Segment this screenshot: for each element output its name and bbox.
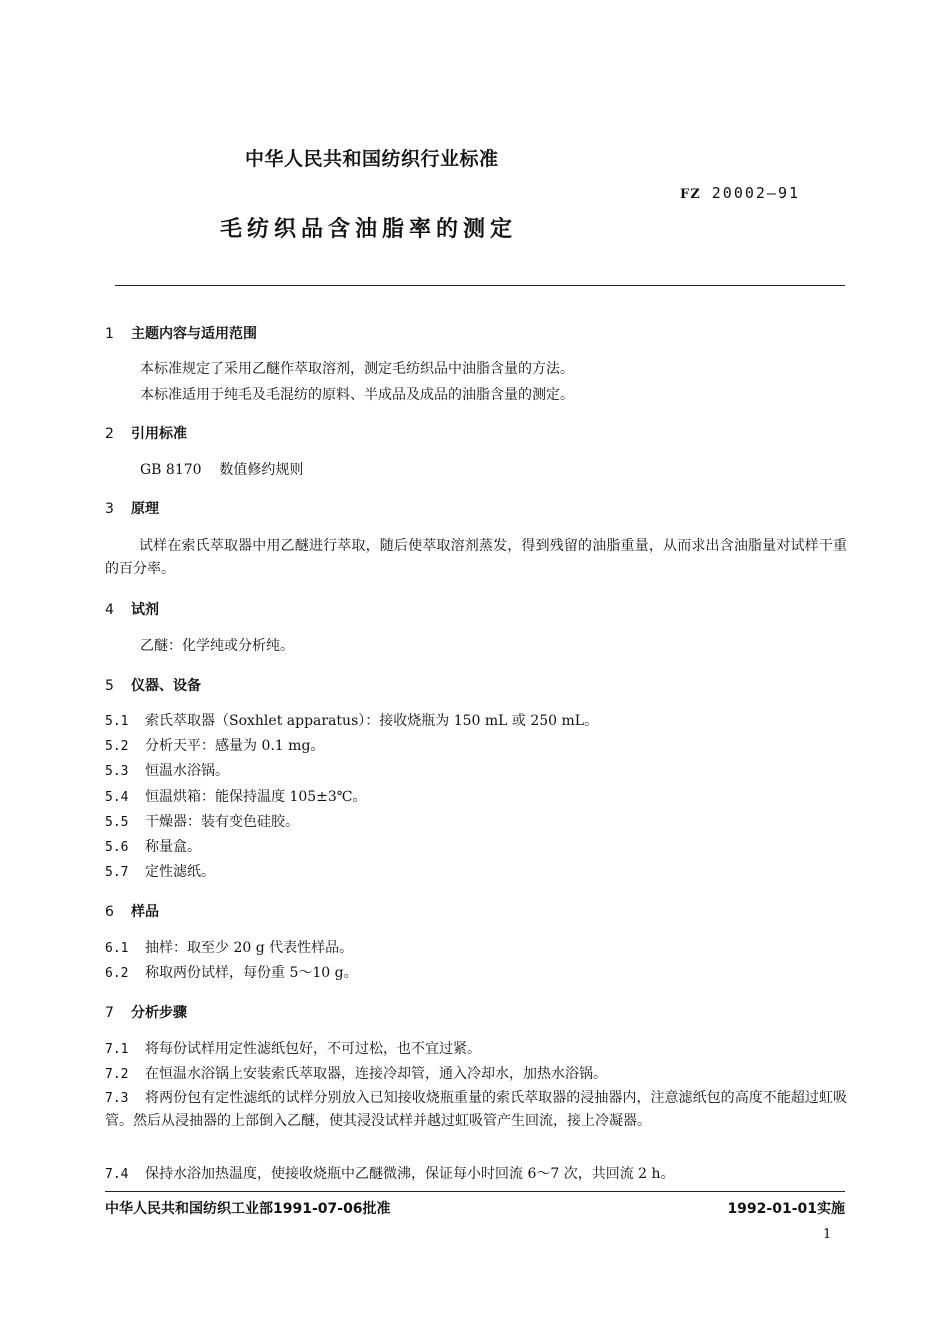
section-3-heading: [105, 498, 159, 518]
clause-number: 5.4: [105, 790, 129, 805]
clause-number: 7.2: [105, 1067, 129, 1082]
page-number: 1: [823, 1227, 832, 1242]
clause-text: 将每份试样用定性滤纸包好，不可过松，也不宜过紧。: [145, 1041, 481, 1057]
section-1-paragraph-1: 本标准规定了采用乙醚作萃取溶剂，测定毛纺织品中油脂含量的方法。: [140, 361, 574, 377]
clause-5-5: [105, 811, 299, 831]
section-2-heading: [105, 423, 187, 443]
section-number: 7: [105, 1005, 114, 1021]
approval-statement: 中华人民共和国纺织工业部1991-07-06批准: [105, 1201, 391, 1217]
implementation-date: 1992-01-01实施: [727, 1201, 845, 1217]
normative-reference: GB 8170 数值修约规则: [140, 462, 304, 478]
clause-text: 保持水浴加热温度，使接收烧瓶中乙醚微沸，保证每小时回流 6～7 次，共回流 2 h。: [145, 1166, 675, 1182]
clause-number: 7.3: [105, 1091, 129, 1106]
section-number: 1: [105, 326, 114, 342]
clause-number: 5.6: [105, 840, 129, 855]
header-divider: [115, 285, 845, 286]
clause-text: 干燥器：装有变色硅胶。: [145, 814, 299, 830]
clause-text: 索氏萃取器（Soxhlet apparatus）：接收烧瓶为 150 mL 或 250 mL。: [145, 713, 599, 729]
clause-number: 5.7: [105, 865, 129, 880]
clause-number: 5.1: [105, 714, 129, 729]
section-number: 4: [105, 602, 114, 618]
clause-number: 7.1: [105, 1042, 129, 1057]
clause-6-2: [105, 962, 358, 982]
section-title: 原理: [131, 501, 159, 517]
clause-number: 5.3: [105, 764, 129, 779]
clause-7-3: [105, 1087, 847, 1133]
issuing-organization: 中华人民共和国纺织行业标准: [245, 148, 499, 170]
section-number: 5: [105, 678, 114, 694]
standard-prefix: FZ: [680, 187, 701, 202]
standard-code: [680, 184, 800, 202]
clause-text: 恒温烘箱：能保持温度 105±3℃。: [145, 789, 367, 805]
section-number: 6: [105, 904, 114, 920]
clause-7-4: [105, 1163, 675, 1183]
clause-5-3: [105, 760, 229, 780]
clause-number: 7.4: [105, 1167, 129, 1182]
clause-number: 6.2: [105, 966, 129, 981]
clause-5-2: [105, 735, 324, 755]
section-4-heading: [105, 599, 159, 619]
section-5-heading: [105, 675, 201, 695]
section-number: 3: [105, 501, 114, 517]
clause-5-4: [105, 786, 366, 806]
clause-number: 5.2: [105, 739, 129, 754]
clause-text: 称取两份试样，每份重 5～10 g。: [145, 965, 358, 981]
clause-text: 恒温水浴锅。: [145, 763, 229, 779]
clause-text: 抽样：取至少 20 g 代表性样品。: [145, 940, 354, 956]
section-1-paragraph-2: 本标准适用于纯毛及毛混纺的原料、半成品及成品的油脂含量的测定。: [140, 387, 574, 403]
section-3-body: 试样在索氏萃取器中用乙醚进行萃取，随后使萃取溶剂蒸发，得到残留的油脂重量，从而求出含油脂量对试样干重的百分率。: [105, 538, 847, 577]
clause-7-2: [105, 1063, 607, 1083]
section-4-body: 乙醚：化学纯或分析纯。: [140, 638, 294, 654]
clause-6-1: [105, 937, 353, 957]
clause-number: 6.1: [105, 941, 129, 956]
section-title: 主题内容与适用范围: [131, 326, 257, 342]
standard-number: 20002—91: [711, 184, 801, 202]
clause-7-1: [105, 1038, 481, 1058]
document-title: 毛纺织品含油脂率的测定: [220, 217, 518, 242]
clause-text: 将两份包有定性滤纸的试样分别放入已知接收烧瓶重量的索氏萃取器的浸抽器内，注意滤纸包的高度不能超过虹吸管。然后从浸抽器的上部倒入乙醚，使其浸没试样并越过虹吸管产生回流，接上冷凝器。: [105, 1090, 847, 1129]
clause-text: 在恒温水浴锅上安装索氏萃取器，连接冷却管，通入冷却水，加热水浴锅。: [145, 1066, 607, 1082]
section-7-heading: [105, 1002, 187, 1022]
section-title: 引用标准: [131, 426, 187, 442]
section-1-heading: [105, 323, 257, 343]
section-number: 2: [105, 426, 114, 442]
section-title: 分析步骤: [131, 1005, 187, 1021]
section-title: 试剂: [131, 602, 159, 618]
clause-text: 定性滤纸。: [145, 864, 215, 880]
section-title: 样品: [131, 904, 159, 920]
clause-5-6: [105, 836, 201, 856]
clause-number: 5.5: [105, 815, 129, 830]
clause-text: 分析天平：感量为 0.1 mg。: [145, 738, 325, 754]
section-title: 仪器、设备: [131, 678, 201, 694]
section-6-heading: [105, 901, 159, 921]
clause-5-7: [105, 861, 215, 881]
clause-text: 称量盒。: [145, 839, 201, 855]
footer-divider: [105, 1191, 845, 1192]
clause-5-1: [105, 710, 598, 730]
